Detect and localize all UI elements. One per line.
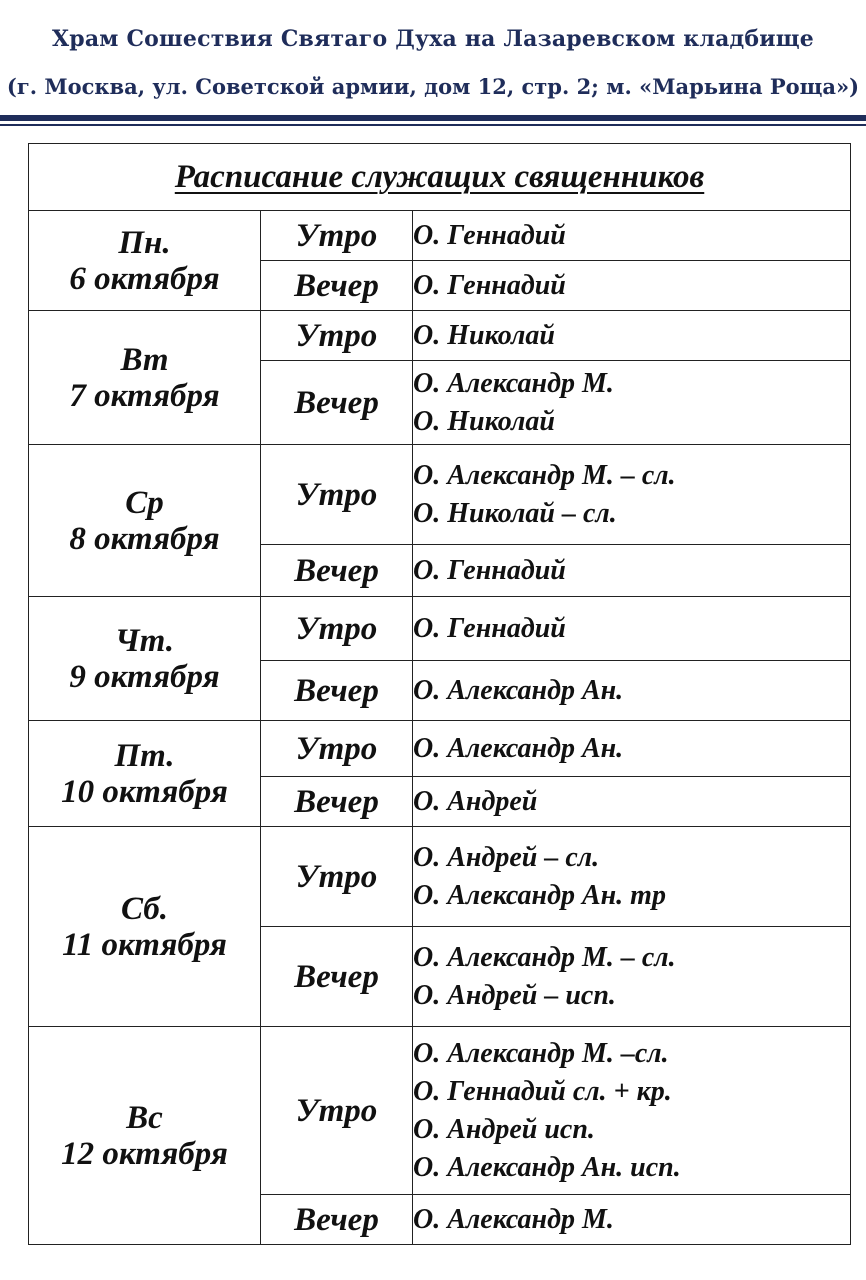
priests-cell [413,361,851,445]
header-divider-thick [0,115,866,121]
priest-name: О. Николай – сл. [413,497,617,529]
weekday-label: Вс [126,1099,163,1136]
day-cell [29,827,261,1027]
schedule-row [29,721,851,777]
priest-name: О. Геннадий [413,219,566,251]
priest-name: О. Андрей – сл. [413,841,600,873]
weekday-label: Чт. [114,622,174,659]
morning-period-label: Утро [261,445,413,545]
priest-name: О. Александр Ан. [413,674,624,706]
priest-name: О. Александр М. – сл. [413,941,676,973]
header-divider-thin [0,124,866,126]
priest-name: О. Николай [413,405,555,437]
title-row [29,144,851,211]
priests-cell [413,597,851,661]
day-cell [29,721,261,827]
priests-cell [413,661,851,721]
church-address: (г. Москва, ул. Советской армии, дом 12, стр. 2; м. «Марьина Роща») [6,74,860,99]
evening-period-label: Вечер [261,1195,413,1245]
date-label: 12 октября [61,1135,228,1172]
priest-name: О. Александр Ан. исп. [413,1151,681,1183]
evening-period-label: Вечер [261,545,413,597]
priest-name: О. Геннадий [413,269,566,301]
morning-period-label: Утро [261,1027,413,1195]
priest-name: О. Александр М. [413,367,614,399]
morning-period-label: Утро [261,311,413,361]
priests-cell [413,827,851,927]
evening-period-label: Вечер [261,261,413,311]
priest-name: О. Александр М. [413,1203,614,1235]
priest-name: О. Андрей – исп. [413,979,616,1011]
date-label: 11 октября [62,926,227,963]
schedule-row [29,311,851,361]
schedule-row [29,1027,851,1195]
evening-period-label: Вечер [261,361,413,445]
day-cell [29,211,261,311]
schedule-row [29,827,851,927]
day-cell [29,597,261,721]
priest-name: О. Андрей исп. [413,1113,595,1145]
priest-schedule-table [28,143,851,1245]
morning-period-label: Утро [261,211,413,261]
morning-period-label: Утро [261,827,413,927]
priest-name: О. Геннадий [413,554,566,586]
priest-name: О. Геннадий сл. + кр. [413,1075,672,1107]
morning-period-label: Утро [261,721,413,777]
priests-cell [413,311,851,361]
priest-name: О. Александр Ан. [413,732,624,764]
priests-cell [413,445,851,545]
priests-cell [413,1027,851,1195]
weekday-label: Пт. [114,737,175,774]
priest-name: О. Николай [413,319,555,351]
priest-name: О. Геннадий [413,612,566,644]
day-cell [29,1027,261,1245]
priests-cell [413,545,851,597]
schedule-row [29,445,851,545]
priest-name: О. Александр М. –сл. [413,1037,669,1069]
evening-period-label: Вечер [261,661,413,721]
priest-name: О. Александр М. – сл. [413,459,676,491]
weekday-label: Вт [120,341,169,378]
schedule-row [29,597,851,661]
priests-cell [413,261,851,311]
day-cell [29,445,261,597]
evening-period-label: Вечер [261,777,413,827]
page-header [0,0,866,124]
schedule-title: Расписание служащих священников [174,158,705,195]
priests-cell [413,1195,851,1245]
schedule-title-cell [29,144,851,211]
priest-name: О. Андрей [413,785,538,817]
schedule-row [29,211,851,261]
weekday-label: Сб. [121,890,168,927]
morning-period-label: Утро [261,597,413,661]
priests-cell [413,777,851,827]
priests-cell [413,721,851,777]
date-label: 10 октября [61,773,228,810]
priest-name: О. Александр Ан. тр [413,879,666,911]
priests-cell [413,211,851,261]
date-label: 9 октября [69,658,220,695]
date-label: 8 октября [69,520,220,557]
day-cell [29,311,261,445]
weekday-label: Пн. [118,224,171,261]
church-name: Храм Сошествия Святаго Духа на Лазаревском кладбище [52,26,814,52]
priests-cell [413,927,851,1027]
evening-period-label: Вечер [261,927,413,1027]
weekday-label: Ср [125,484,164,521]
date-label: 7 октября [69,377,220,414]
date-label: 6 октября [69,260,220,297]
